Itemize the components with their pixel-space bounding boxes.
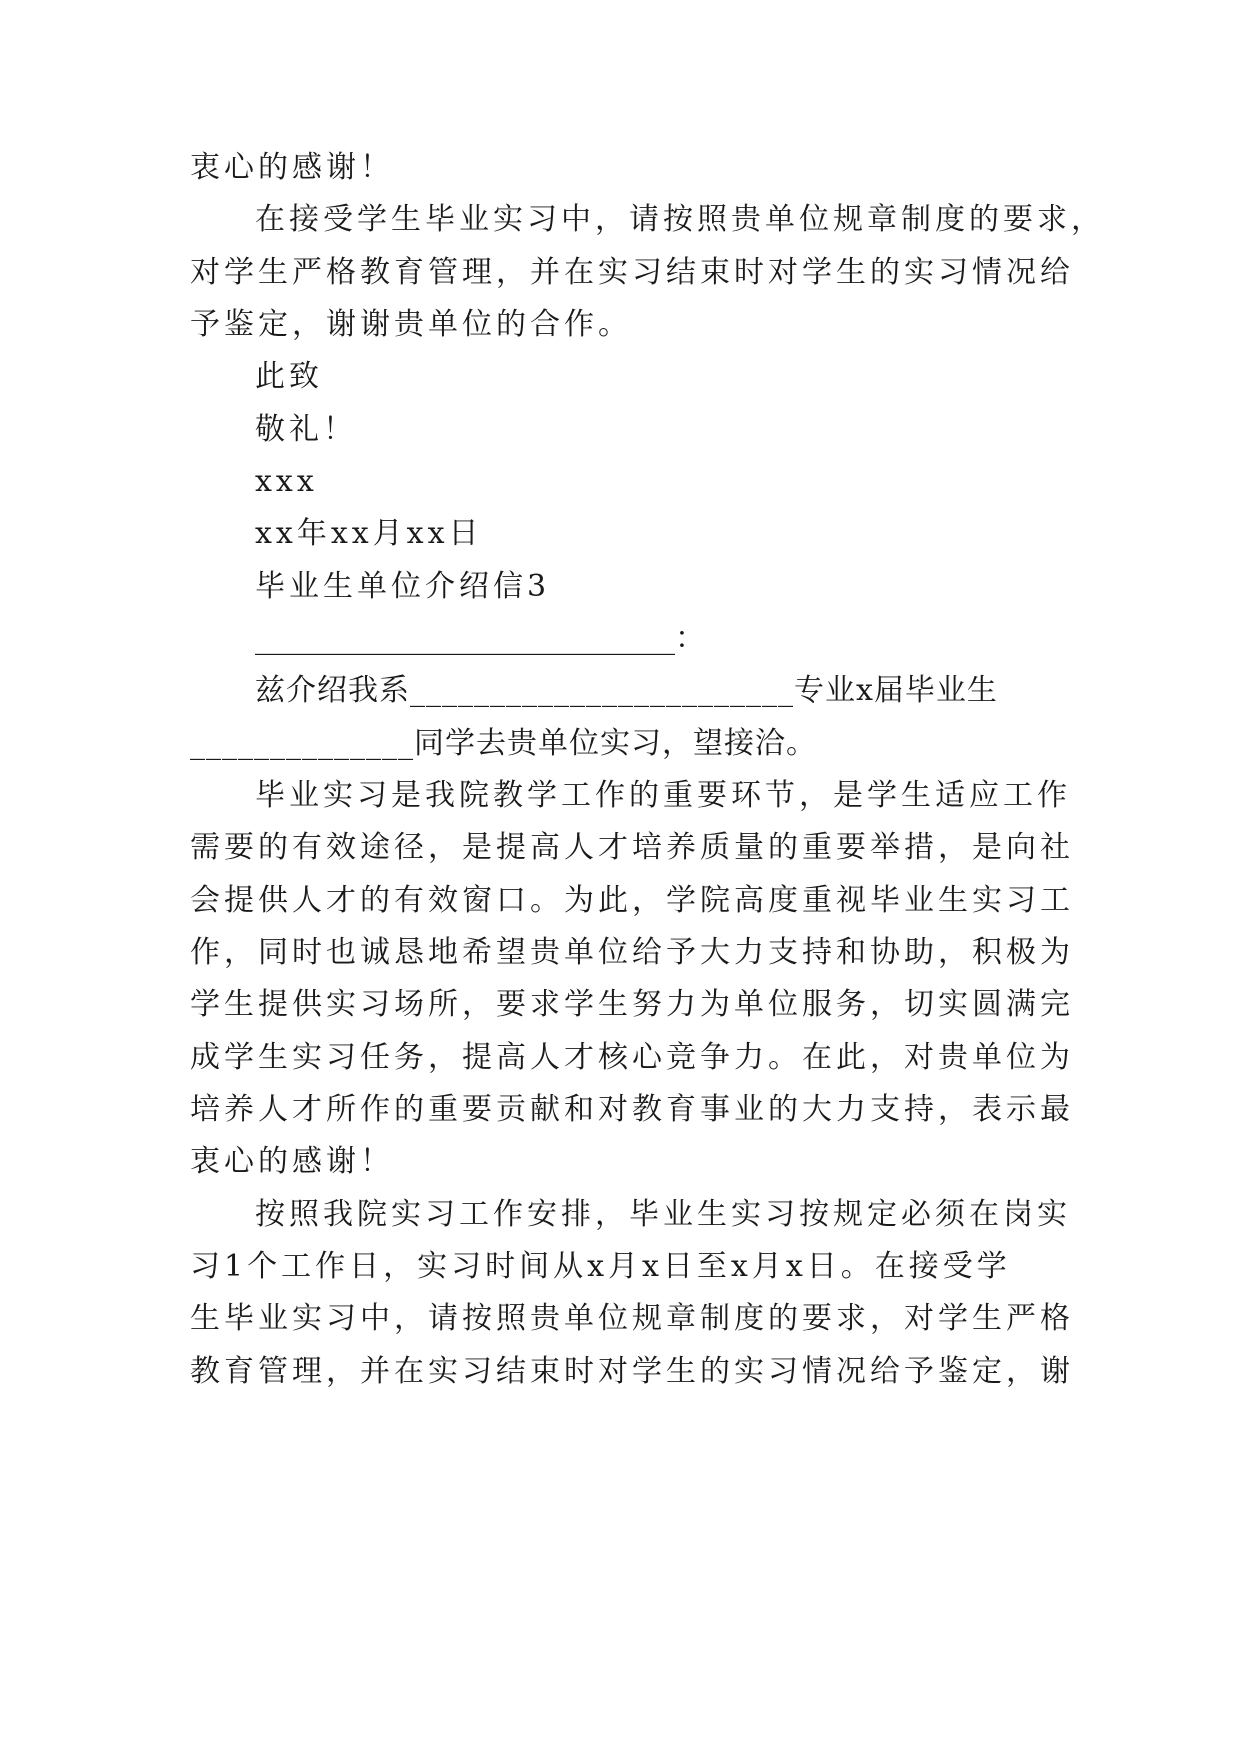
signature-date: xx年xx月xx日 (255, 516, 483, 551)
student-blank-line: ______________同学去贵单位实习，望接洽。 (190, 726, 817, 761)
text-line-3: 对学生严格教育管理，并在实习结束时对学生的实习情况给 (190, 255, 1074, 290)
text-line-20: 衷心的感谢！ (190, 1144, 394, 1179)
text-line-21: 按照我院实习工作安排，毕业生实习按规定必须在岗实 (255, 1197, 1071, 1232)
text-line-17: 学生提供实习场所，要求学生努力为单位服务，切实圆满完 (190, 987, 1074, 1022)
text-line-23: 生毕业实习中，请按照贵单位规章制度的要求，对学生严格 (190, 1301, 1074, 1336)
text-line-22: 习1个工作日，实习时间从x月x日至x月x日。在接受学 (190, 1249, 1011, 1284)
text-line-19: 培养人才所作的重要贡献和对教育事业的大力支持，表示最 (190, 1092, 1074, 1127)
regards-line: 敬礼！ (255, 412, 357, 447)
text-line-15: 会提供人才的有效窗口。为此，学院高度重视毕业生实习工 (190, 883, 1074, 918)
recipient-blank-line: ____________________________： (255, 621, 705, 656)
introduction-line: 兹介绍我系________________________专业x届毕业生 (255, 673, 998, 708)
text-line-2: 在接受学生毕业实习中，请按照贵单位规章制度的要求， (255, 202, 1105, 237)
text-line-24: 教育管理，并在实习结束时对学生的实习情况给予鉴定，谢 (190, 1354, 1074, 1389)
text-line-1: 衷心的感谢！ (190, 150, 394, 185)
salutation-line: 此致 (255, 359, 323, 394)
text-line-13: 毕业实习是我院教学工作的重要环节，是学生适应工作 (255, 778, 1071, 813)
text-line-14: 需要的有效途径，是提高人才培养质量的重要举措，是向社 (190, 830, 1074, 865)
text-line-18: 成学生实习任务，提高人才核心竞争力。在此，对贵单位为 (190, 1040, 1074, 1075)
signature-name: xxx (255, 464, 318, 499)
letter-title: 毕业生单位介绍信3 (255, 569, 551, 604)
text-line-16: 作，同时也诚恳地希望贵单位给予大力支持和协助，积极为 (190, 935, 1074, 970)
text-line-4: 予鉴定，谢谢贵单位的合作。 (190, 307, 632, 342)
